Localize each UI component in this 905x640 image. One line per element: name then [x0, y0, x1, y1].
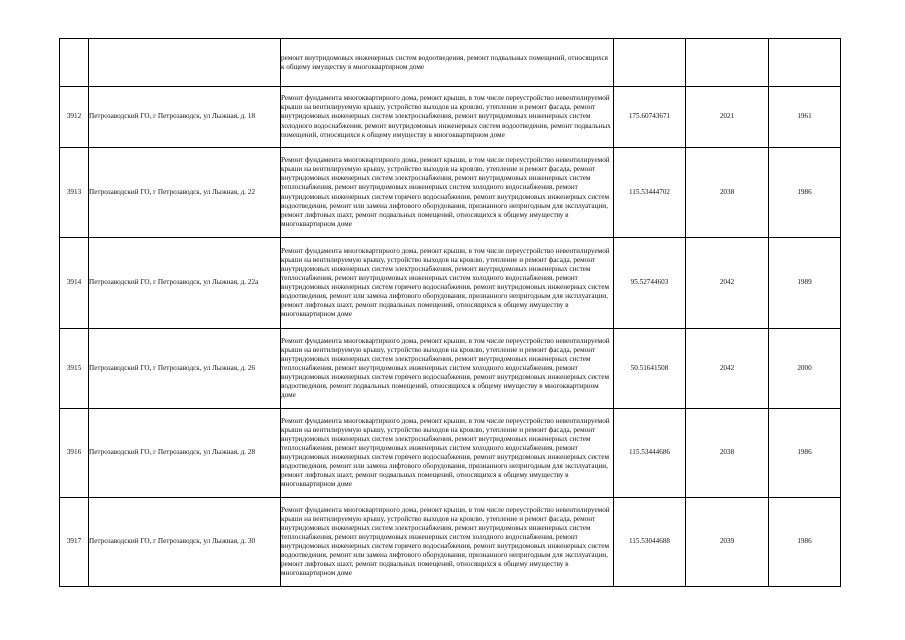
row-number-cell	[60, 39, 89, 87]
cost-cell	[614, 39, 686, 87]
table-row	[60, 87, 841, 148]
table-row	[60, 238, 841, 329]
works-cell: Ремонт фундамента многоквартирного дома, ремонт крыши, в том числе переустройство невентилируемой крыши на вентилируемую крышу, устройство выходов на кровлю, утепление и ремонт фасада, ремонт внутридомовых инженерных систем электроснабжения, ремонт внутридомовых инженерных систем теплоснабжения, ремонт внутридомовых инженерных систем холодного водоснабжения, ремонт внутридомовых инженерных систем горячего водоснабжения, ремонт внутридомовых инженерных систем водоотведения, ремонт или замена лифтового оборудования, признанного непригодным для эксплуатации, ремонт лифтовых шахт, ремонт подвальных помещений, относящихся к общему имуществу в многоквартирном доме	[281, 409, 614, 498]
planned-year-cell	[686, 39, 769, 87]
row-number-cell: 3913	[60, 148, 89, 238]
row-number-cell: 3917	[60, 498, 89, 587]
construction-year-cell: 1961	[769, 87, 841, 148]
cost-cell: 175.60743671	[614, 87, 686, 148]
cost-cell: 95.52744603	[614, 238, 686, 329]
planned-year-cell: 2038	[686, 409, 769, 498]
construction-year-cell: 1986	[769, 148, 841, 238]
row-number-cell: 3914	[60, 238, 89, 329]
repair-program-table	[59, 38, 841, 587]
construction-year-cell: 1986	[769, 498, 841, 587]
address-cell: Петрозаводский ГО, г Петрозаводск, ул Лыжная, д. 28	[89, 409, 281, 498]
construction-year-cell: 1986	[769, 409, 841, 498]
works-cell: Ремонт фундамента многоквартирного дома, ремонт крыши, в том числе переустройство невентилируемой крыши на вентилируемую крышу, устройство выходов на кровлю, утепление и ремонт фасада, ремонт внутридомовых инженерных систем электроснабжения, ремонт внутридомовых инженерных систем теплоснабжения, ремонт внутридомовых инженерных систем холодного водоснабжения, ремонт внутридомовых инженерных систем горячего водоснабжения, ремонт внутридомовых инженерных систем водоотведения, ремонт или замена лифтового оборудования, признанного непригодным для эксплуатации, ремонт лифтовых шахт, ремонт подвальных помещений, относящихся к общему имуществу в многоквартирном доме	[281, 148, 614, 238]
planned-year-cell: 2039	[686, 498, 769, 587]
row-number-cell: 3915	[60, 329, 89, 409]
address-cell	[89, 39, 281, 87]
construction-year-cell: 1989	[769, 238, 841, 329]
address-cell: Петрозаводский ГО, г Петрозаводск, ул Лыжная, д. 26	[89, 329, 281, 409]
table-row	[60, 39, 841, 87]
works-cell: ремонт внутридомовых инженерных систем водоотведения, ремонт подвальных помещений, относящихся к общему имуществу в многоквартирном доме	[281, 39, 614, 87]
cost-cell: 115.53444702	[614, 148, 686, 238]
cost-cell: 115.53444686	[614, 409, 686, 498]
works-cell: Ремонт фундамента многоквартирного дома, ремонт крыши, в том числе переустройство невентилируемой крыши на вентилируемую крышу, устройство выходов на кровлю, утепление и ремонт фасада, ремонт внутридомовых инженерных систем электроснабжения, ремонт внутридомовых инженерных систем холодного водоснабжения, ремонт внутридомовых инженерных систем водоотведения, ремонт подвальных помещений, относящихся к общему имуществу в многоквартирном доме	[281, 87, 614, 148]
works-cell: Ремонт фундамента многоквартирного дома, ремонт крыши, в том числе переустройство невентилируемой крыши на вентилируемую крышу, устройство выходов на кровлю, утепление и ремонт фасада, ремонт внутридомовых инженерных систем электроснабжения, ремонт внутридомовых инженерных систем теплоснабжения, ремонт внутридомовых инженерных систем холодного водоснабжения, ремонт внутридомовых инженерных систем горячего водоснабжения, ремонт внутридомовых инженерных систем водоотведения, ремонт или замена лифтового оборудования, признанного непригодным для эксплуатации, ремонт лифтовых шахт, ремонт подвальных помещений, относящихся к общему имуществу в многоквартирном доме	[281, 238, 614, 329]
construction-year-cell: 2000	[769, 329, 841, 409]
address-cell: Петрозаводский ГО, г Петрозаводск, ул Лыжная, д. 18	[89, 87, 281, 148]
row-number-cell: 3912	[60, 87, 89, 148]
planned-year-cell: 2038	[686, 148, 769, 238]
cost-cell: 115.53044688	[614, 498, 686, 587]
planned-year-cell: 2042	[686, 329, 769, 409]
table-row	[60, 409, 841, 498]
table-row	[60, 329, 841, 409]
address-cell: Петрозаводский ГО, г Петрозаводск, ул Лыжная, д. 22	[89, 148, 281, 238]
construction-year-cell	[769, 39, 841, 87]
row-number-cell: 3916	[60, 409, 89, 498]
planned-year-cell: 2021	[686, 87, 769, 148]
works-cell: Ремонт фундамента многоквартирного дома, ремонт крыши, в том числе переустройство невентилируемой крыши на вентилируемую крышу, устройство выходов на кровлю, утепление и ремонт фасада, ремонт внутридомовых инженерных систем электроснабжения, ремонт внутридомовых инженерных систем теплоснабжения, ремонт внутридомовых инженерных систем холодного водоснабжения, ремонт внутридомовых инженерных систем горячего водоснабжения, ремонт внутридомовых инженерных систем водоотведения, ремонт или замена лифтового оборудования, признанного непригодным для эксплуатации, ремонт лифтовых шахт, ремонт подвальных помещений, относящихся к общему имуществу в многоквартирном доме	[281, 498, 614, 587]
table-row	[60, 498, 841, 587]
works-cell: Ремонт фундамента многоквартирного дома, ремонт крыши, в том числе переустройство невентилируемой крыши на вентилируемую крышу, устройство выходов на кровлю, утепление и ремонт фасада, ремонт внутридомовых инженерных систем электроснабжения, ремонт внутридомовых инженерных систем теплоснабжения, ремонт внутридомовых инженерных систем холодного водоснабжения, ремонт внутридомовых инженерных систем горячего водоснабжения, ремонт внутридомовых инженерных систем водоотведения, ремонт подвальных помещений, относящихся к общему имуществу в многоквартирном доме	[281, 329, 614, 409]
address-cell: Петрозаводский ГО, г Петрозаводск, ул Лыжная, д. 22а	[89, 238, 281, 329]
address-cell: Петрозаводский ГО, г Петрозаводск, ул Лыжная, д. 30	[89, 498, 281, 587]
cost-cell: 50.51641508	[614, 329, 686, 409]
planned-year-cell: 2042	[686, 238, 769, 329]
table-row	[60, 148, 841, 238]
